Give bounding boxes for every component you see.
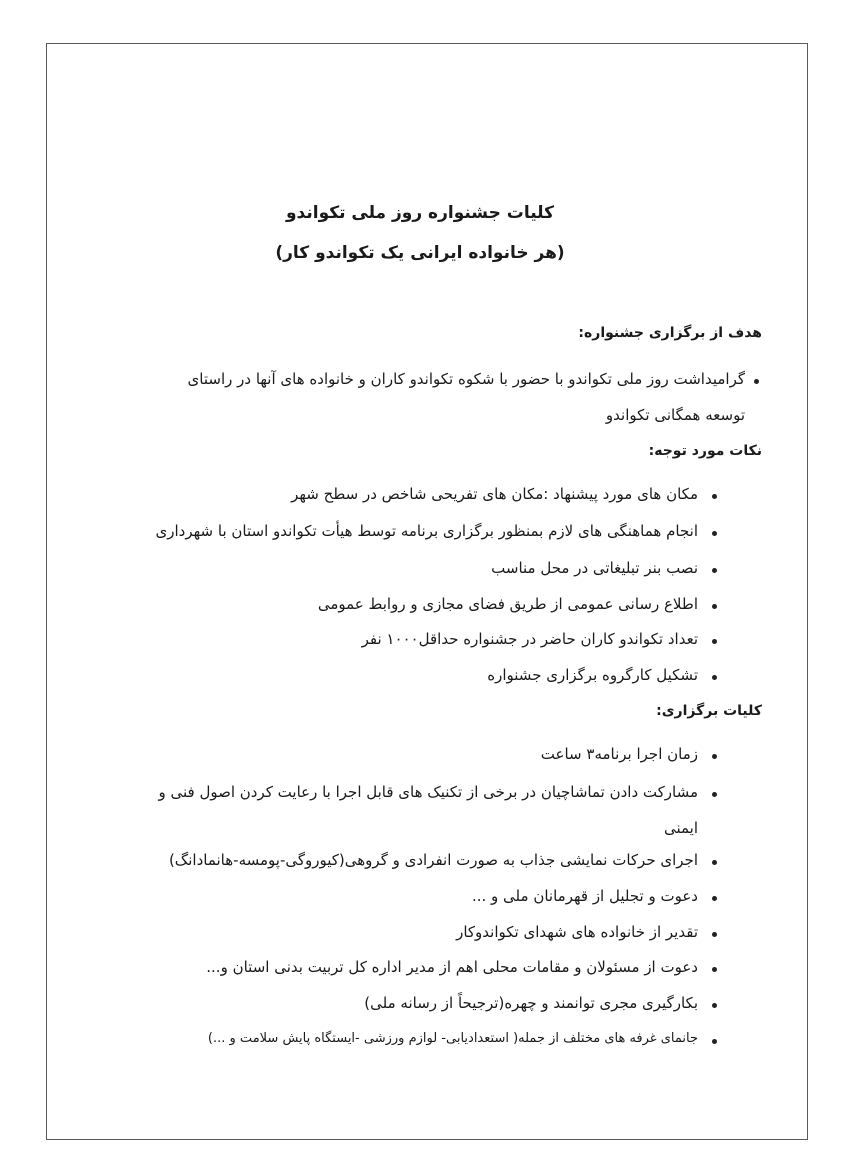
- general-item: تقدیر از خانواده های شهدای تکواندوکار: [456, 923, 698, 941]
- bullet-icon: [712, 639, 717, 644]
- bullet-icon: [712, 1039, 717, 1044]
- goal-heading: هدف از برگزاری جشنواره:: [578, 325, 762, 341]
- bullet-icon: [712, 896, 717, 901]
- bullet-icon: [712, 568, 717, 573]
- general-item: بکارگیری مجری توانمند و چهره(ترجیحاً از رسانه ملی): [364, 994, 698, 1012]
- notes-heading: نکات مورد توجه:: [648, 443, 762, 459]
- notes-item: تعداد تکواندو کاران حاضر در جشنواره حداقل۱۰۰۰ نفر: [361, 630, 698, 648]
- general-item-continuation: ایمنی: [663, 819, 698, 837]
- general-item: مشارکت دادن تماشاچیان در برخی از تکنیک های قابل اجرا با رعایت کردن اصول فنی و: [158, 783, 698, 801]
- bullet-icon: [712, 932, 717, 937]
- document-title: کلیات جشنواره روز ملی تکواندو: [285, 203, 555, 223]
- general-item: اجرای حرکات نمایشی جذاب به صورت انفرادی و گروهی(کیوروگی-پومسه-هانمادانگ): [168, 851, 698, 869]
- notes-item: نصب بنر تبلیغاتی در محل مناسب: [491, 559, 698, 577]
- bullet-icon: [712, 604, 717, 609]
- bullet-icon: [712, 494, 717, 499]
- bullet-icon: [712, 792, 717, 797]
- bullet-icon: [712, 531, 717, 536]
- goal-item: گرامیداشت روز ملی تکواندو با حضور با شکوه تکواندو کاران و خانواده های آنها در راستای: [187, 370, 745, 388]
- bullet-icon: [712, 967, 717, 972]
- bullet-icon: [754, 379, 759, 384]
- notes-item: تشکیل کارگروه برگزاری جشنواره: [487, 666, 698, 684]
- document-subtitle: (هر خانواده ایرانی یک تکواندو کار): [275, 243, 565, 263]
- notes-item: اطلاع رسانی عمومی از طریق فضای مجازی و روابط عمومی: [317, 595, 698, 613]
- bullet-icon: [712, 675, 717, 680]
- goal-item-continuation: توسعه همگانی تکواندو: [605, 406, 745, 424]
- bullet-icon: [712, 754, 717, 759]
- general-item: دعوت از مسئولان و مقامات محلی اهم از مدیر اداره کل تربیت بدنی استان و...: [206, 958, 698, 976]
- bullet-icon: [712, 860, 717, 865]
- bullet-icon: [712, 1003, 717, 1008]
- notes-item: انجام هماهنگی های لازم بمنظور برگزاری برنامه توسط هیأت تکواندو استان با شهرداری: [155, 522, 698, 540]
- general-heading: کلیات برگزاری:: [656, 703, 762, 719]
- general-item: جانمای غرفه های مختلف از جمله( استعدادیابی- لوازم ورزشی -ایستگاه پایش سلامت و ...): [207, 1031, 698, 1046]
- general-item: دعوت و تجلیل از قهرمانان ملی و ...: [471, 887, 698, 905]
- notes-item: مکان های مورد پیشنهاد :مکان های تفریحی شاخص در سطح شهر: [291, 485, 698, 503]
- general-item: زمان اجرا برنامه۳ ساعت: [540, 745, 698, 763]
